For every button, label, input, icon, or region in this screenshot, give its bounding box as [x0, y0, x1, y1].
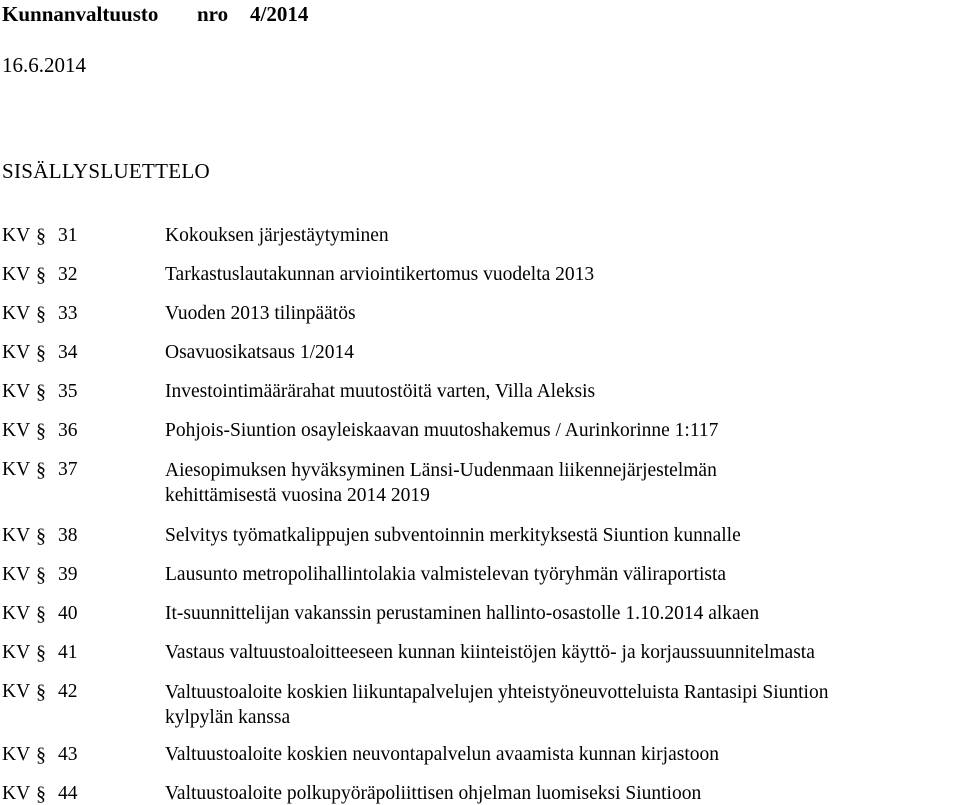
toc-entry-title: It-suunnittelijan vakanssin perustaminen hallinto-osastolle 1.10.2014 alkaen: [165, 603, 760, 624]
toc-entry-number: [0, 225, 163, 247]
kv-label: KV: [2, 225, 31, 246]
section-sign: §: [36, 681, 46, 703]
toc-entry-number: [0, 783, 163, 805]
section-sign: §: [36, 342, 46, 364]
section-number: 34: [58, 342, 78, 363]
section-number: 32: [58, 264, 78, 285]
kv-label: KV: [2, 525, 31, 546]
section-sign: §: [36, 642, 46, 664]
section-number: 42: [58, 681, 78, 702]
kv-label: KV: [2, 264, 31, 285]
section-sign: §: [36, 420, 46, 442]
kv-label: KV: [2, 459, 31, 480]
section-number: 33: [58, 303, 78, 324]
section-number: 31: [58, 225, 78, 246]
toc-entry-title: Investointimäärärahat muutostöitä varten, Villa Aleksis: [165, 381, 596, 402]
toc-entry: [0, 381, 960, 403]
section-number: 37: [58, 459, 78, 480]
section-sign: §: [36, 303, 46, 325]
section-number: 41: [58, 642, 78, 663]
toc-entry-title: Selvitys työmatkalippujen subventoinnin merkityksestä Siuntion kunnalle: [165, 525, 741, 546]
toc-entry-title: Valtuustoaloite polkupyöräpoliittisen ohjelman luomiseksi Siuntioon: [165, 783, 702, 804]
toc-entry-number: [0, 264, 163, 286]
toc-entry-number: [0, 459, 163, 508]
kv-label: KV: [2, 381, 31, 402]
toc-entry: [0, 744, 960, 766]
council-title: Kunnanvaltuusto: [2, 2, 159, 26]
toc-entry-title: Aiesopimuksen hyväksyminen Länsi-Uudenmaan liikennejärjestelmän kehittämisestä vuosina 2014 2019: [165, 460, 717, 506]
section-sign: §: [36, 225, 46, 247]
toc-entry: [0, 264, 960, 286]
toc-entry-title: Tarkastuslautakunnan arviointikertomus vuodelta 2013: [165, 264, 595, 285]
toc-entry-title: Osavuosikatsaus 1/2014: [165, 342, 355, 363]
toc-entry: [0, 525, 960, 547]
section-sign: §: [36, 783, 46, 805]
section-sign: §: [36, 525, 46, 547]
toc-entry-title: Vastaus valtuustoaloitteeseen kunnan kiinteistöjen käyttö- ja korjaussuunnitelmasta: [165, 642, 815, 663]
toc-entry-number: [0, 642, 163, 664]
toc-entry-title: Lausunto metropolihallintolakia valmistelevan työryhmän väliraportista: [165, 564, 727, 585]
toc-entry: [0, 603, 960, 625]
toc-entry: [0, 303, 960, 325]
section-number: 35: [58, 381, 78, 402]
document-header: [2, 0, 308, 28]
kv-label: KV: [2, 303, 31, 324]
section-number: 36: [58, 420, 78, 441]
toc-entry-number: [0, 381, 163, 403]
section-sign: §: [36, 603, 46, 625]
meeting-date: 16.6.2014: [2, 53, 86, 77]
toc-entry-title: Valtuustoaloite koskien liikuntapalvelujen yhteistyöneuvotteluista Rantasipi Siuntion kylpylän kanssa: [165, 682, 829, 728]
toc-entry: [0, 420, 960, 442]
kv-label: KV: [2, 603, 31, 624]
toc-entry: [0, 564, 960, 586]
section-sign: §: [36, 564, 46, 586]
toc-entry-number: [0, 342, 163, 364]
section-number: 43: [58, 744, 78, 765]
meeting-number: 4/2014: [250, 2, 309, 26]
toc-entry: [0, 225, 960, 247]
kv-label: KV: [2, 744, 31, 765]
toc-entry-number: [0, 525, 163, 547]
toc-entry-number: [0, 681, 163, 730]
section-number: 40: [58, 603, 78, 624]
kv-label: KV: [2, 420, 31, 441]
section-sign: §: [36, 264, 46, 286]
kv-label: KV: [2, 564, 31, 585]
toc-entry: [0, 642, 960, 664]
section-number: 44: [58, 783, 78, 804]
section-sign: §: [36, 381, 46, 403]
toc-entry-number: [0, 564, 163, 586]
section-sign: §: [36, 744, 46, 766]
kv-label: KV: [2, 342, 31, 363]
kv-label: KV: [2, 681, 31, 702]
toc-entry: [0, 783, 960, 805]
toc-entry-title: Vuoden 2013 tilinpäätös: [165, 303, 356, 324]
toc-entry: [0, 342, 960, 364]
toc-entry-title: Kokouksen järjestäytyminen: [165, 225, 389, 246]
number-label: nro: [197, 2, 229, 26]
toc-title: SISÄLLYSLUETTELO: [2, 159, 211, 183]
toc-entry: [0, 459, 960, 508]
section-sign: §: [36, 459, 46, 481]
toc-entry-number: [0, 744, 163, 766]
toc-entry-number: [0, 603, 163, 625]
kv-label: KV: [2, 642, 31, 663]
toc-entry-title: Valtuustoaloite koskien neuvontapalvelun avaamista kunnan kirjastoon: [165, 744, 719, 765]
toc-entry: [0, 681, 960, 730]
kv-label: KV: [2, 783, 31, 804]
section-number: 38: [58, 525, 78, 546]
toc-entry-number: [0, 303, 163, 325]
toc-entry-number: [0, 420, 163, 442]
section-number: 39: [58, 564, 78, 585]
toc-entry-title: Pohjois-Siuntion osayleiskaavan muutoshakemus / Aurinkorinne 1:117: [165, 420, 719, 441]
